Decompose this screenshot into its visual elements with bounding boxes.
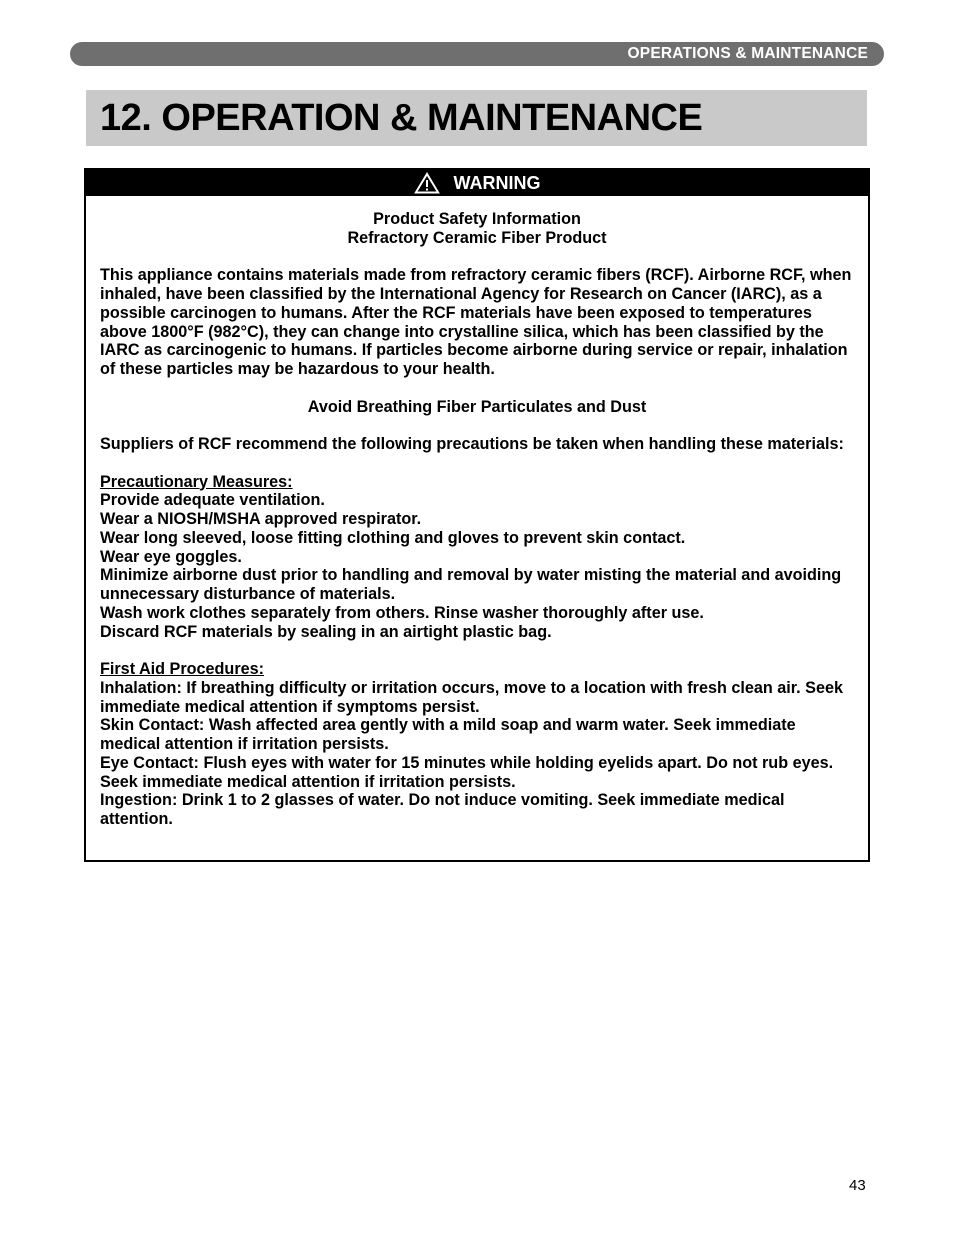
page-title: 12. OPERATION & MAINTENANCE [100,97,703,139]
precaution-item: Provide adequate ventilation. [100,491,325,510]
first-aid-item: Inhalation: If breathing difficulty or irritation occurs, move to a location with fresh clean air. Seek immediate medical attention if symptoms persist. [100,678,843,716]
warning-box [84,168,870,862]
warning-triangle-icon [414,172,440,194]
precaution-item: Wear long sleeved, loose fitting clothing and gloves to prevent skin contact. [100,528,686,547]
first-aid-item: Eye Contact: Flush eyes with water for 15 minutes while holding eyelids apart. Do not rub eyes. Seek immediate medical attention if irritation persists. [100,753,834,791]
precautions-title: Precautionary Measures: [100,472,293,491]
precaution-item: Wear eye goggles. [100,547,242,566]
section-header-label: OPERATIONS & MAINTENANCE [627,45,868,62]
warning-intro-paragraph: This appliance contains materials made from refractory ceramic fibers (RCF). Airborne RCF, when inhaled, have been classified by the International Agency for Research on Cancer (IARC), as a possible carcinogen to humans. After the RCF materials have been exposed to temperatures above 1800°F (982°C), they can change into crystalline silica, which has been classified by the IARC as carcinogenic to humans. If particles become airborne during service or repair, inhalation of these particles may be hazardous to your health. [100,266,852,378]
warning-heading-line1: Product Safety Information [373,210,581,228]
precaution-item: Wash work clothes separately from others. Rinse washer thoroughly after use. [100,603,704,622]
warning-label: WARNING [453,172,541,193]
section-header-bar [70,42,884,66]
first-aid-item: Skin Contact: Wash affected area gently with a mild soap and warm water. Seek immediate medical attention if irritation persists. [100,716,796,753]
precaution-item: Wear a NIOSH/MSHA approved respirator. [100,510,422,528]
precaution-item: Minimize airborne dust prior to handling and removal by water misting the material and avoiding unnecessary disturbance of materials. [100,566,842,603]
page-title-block [86,90,867,146]
precaution-item: Discard RCF materials by sealing in an airtight plastic bag. [100,622,552,641]
page-number: 43 [849,1177,866,1194]
warning-subheading: Avoid Breathing Fiber Particulates and Dust [307,397,647,416]
suppliers-paragraph: Suppliers of RCF recommend the following precautions be taken when handling these materials: [100,435,844,453]
warning-body [86,196,868,829]
first-aid-item: Ingestion: Drink 1 to 2 glasses of water. Do not induce vomiting. Seek immediate medical attention. [100,791,785,828]
first-aid-title: First Aid Procedures: [100,660,265,678]
warning-header [86,170,868,196]
warning-heading-line2: Refractory Ceramic Fiber Product [347,228,607,247]
